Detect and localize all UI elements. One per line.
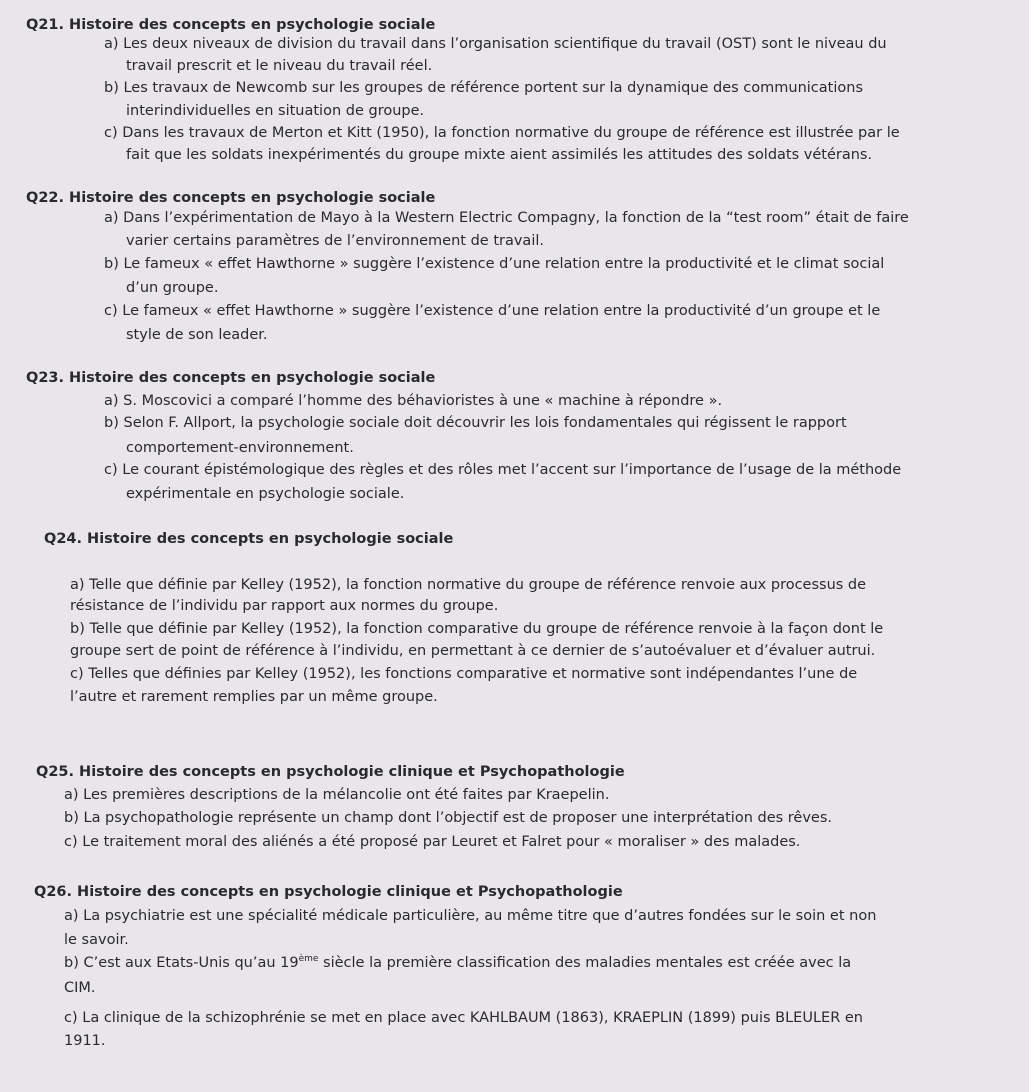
option-c: c) La clinique de la schizophrénie se met en place avec KAHLBAUM (1863), KRAEPLIN (1899) puis BLEULER en (64, 1010, 863, 1026)
option-a-cont: le savoir. (64, 932, 129, 948)
option-c: c) Telles que définies par Kelley (1952), les fonctions comparative et normative sont indépendantes l’une de (70, 666, 858, 682)
option-b-cont: CIM. (64, 980, 96, 996)
option-b: b) Le fameux « effet Hawthorne » suggère l’existence d’une relation entre la productivité et le climat social (104, 256, 885, 272)
question-title: Q23. Histoire des concepts en psychologie sociale (26, 370, 436, 386)
option-b: b) Les travaux de Newcomb sur les groupes de référence portent sur la dynamique des communications (104, 80, 863, 96)
option-b-cont: groupe sert de point de référence à l’individu, en permettant à ce dernier de s’autoévaluer et d’évaluer autrui. (70, 643, 876, 659)
option-b: b) C’est aux Etats-Unis qu’au 19ème siècle la première classification des maladies mentales est créée avec la (64, 954, 852, 971)
option-a: a) Dans l’expérimentation de Mayo à la Western Electric Compagny, la fonction de la “test room” était de faire (104, 210, 909, 226)
option-c-cont: fait que les soldats inexpérimentés du groupe mixte aient assimilés les attitudes des soldats vétérans. (126, 147, 873, 163)
option-b: b) Telle que définie par Kelley (1952), la fonction comparative du groupe de référence renvoie à la façon dont le (70, 621, 884, 637)
option-c-cont: style de son leader. (126, 327, 268, 343)
option-a: a) Les premières descriptions de la mélancolie ont été faites par Kraepelin. (64, 787, 610, 803)
option-b-cont: d’un groupe. (126, 280, 219, 296)
option-c: c) Le courant épistémologique des règles et des rôles met l’accent sur l’importance de l’usage de la méthode (104, 462, 902, 478)
option-b-cont: comportement-environnement. (126, 440, 354, 456)
option-a: a) S. Moscovici a comparé l’homme des béhavioristes à une « machine à répondre ». (104, 393, 723, 409)
option-a: a) Telle que définie par Kelley (1952), la fonction normative du groupe de référence renvoie aux processus de (70, 577, 867, 593)
question-title: Q22. Histoire des concepts en psychologie sociale (26, 190, 436, 206)
question-title: Q21. Histoire des concepts en psychologie sociale (26, 17, 436, 33)
option-a-cont: varier certains paramètres de l’environnement de travail. (126, 233, 544, 249)
option-a-cont: résistance de l’individu par rapport aux normes du groupe. (70, 598, 499, 614)
option-c-cont: expérimentale en psychologie sociale. (126, 486, 405, 502)
question-title: Q26. Histoire des concepts en psychologie clinique et Psychopathologie (34, 884, 623, 900)
option-c-cont: l’autre et rarement remplies par un même groupe. (70, 689, 438, 705)
option-a-cont: travail prescrit et le niveau du travail réel. (126, 58, 433, 74)
option-c: c) Le fameux « effet Hawthorne » suggère l’existence d’une relation entre la productivité d’un groupe et le (104, 303, 881, 319)
option-b: b) Selon F. Allport, la psychologie sociale doit découvrir les lois fondamentales qui régissent le rapport (104, 415, 847, 431)
option-a: a) Les deux niveaux de division du travail dans l’organisation scientifique du travail (OST) sont le niveau du (104, 36, 887, 52)
option-b: b) La psychopathologie représente un champ dont l’objectif est de proposer une interprétation des rêves. (64, 810, 833, 826)
option-c: c) Dans les travaux de Merton et Kitt (1950), la fonction normative du groupe de référence est illustrée par le (104, 125, 900, 141)
question-title: Q24. Histoire des concepts en psychologie sociale (44, 531, 454, 547)
option-a: a) La psychiatrie est une spécialité médicale particulière, au même titre que d’autres fondées sur le soin et non (64, 908, 877, 924)
option-c: c) Le traitement moral des aliénés a été proposé par Leuret et Falret pour « moraliser » des malades. (64, 834, 801, 850)
question-title: Q25. Histoire des concepts en psychologie clinique et Psychopathologie (36, 764, 625, 780)
option-c-cont: 1911. (64, 1033, 106, 1049)
option-b-cont: interindividuelles en situation de groupe. (126, 103, 425, 119)
